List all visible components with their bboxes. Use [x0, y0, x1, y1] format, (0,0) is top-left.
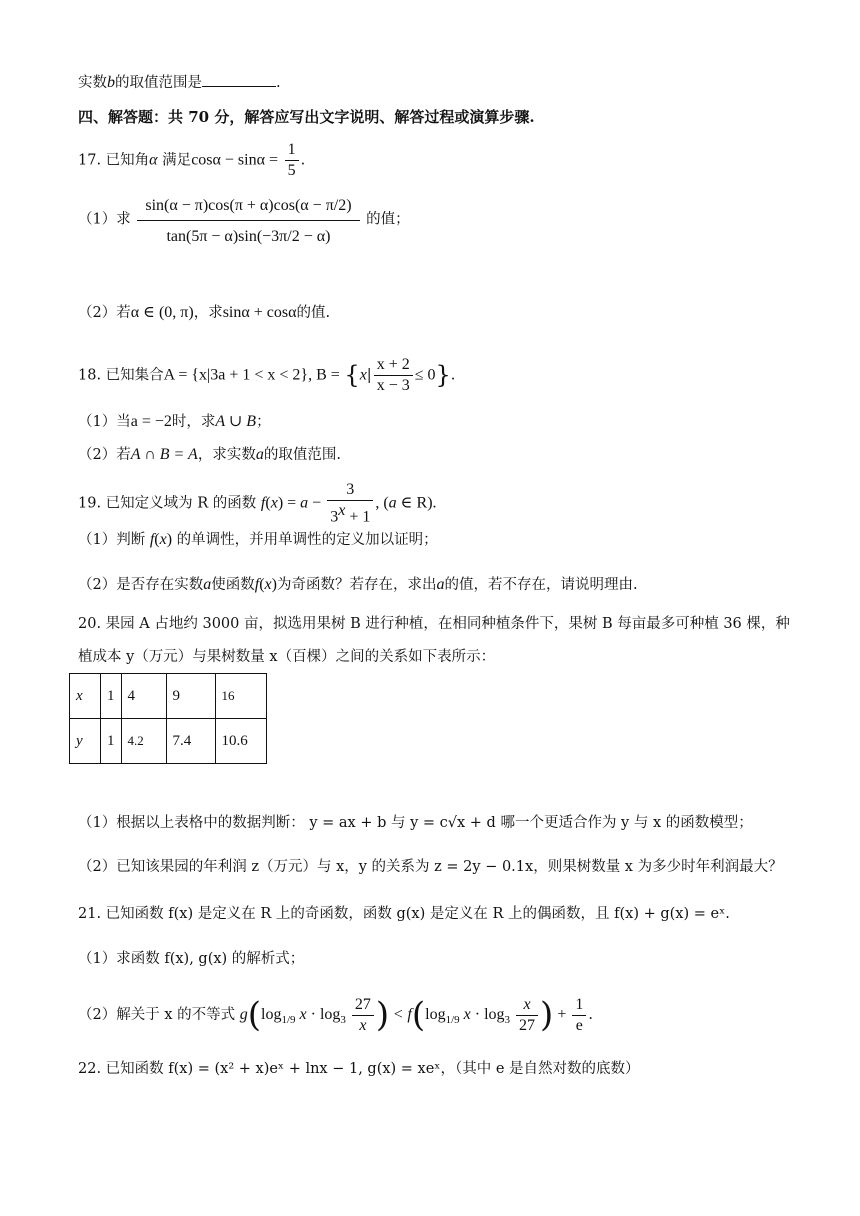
table-cell: 10.6 [215, 719, 266, 764]
q18-stem: 18. 已知集合A = {x|3a + 1 < x < 2}, B = {x| $\frac{x + 2}{x - 3}$ ≤ 0}. [78, 356, 456, 394]
table-row [70, 719, 267, 764]
table-cell: x [70, 674, 101, 719]
text: 17. 已知角 [78, 152, 150, 169]
q21-part1: （1）求函数 f(x), g(x) 的解析式； [78, 951, 305, 967]
fraction: $\frac{3}{3^x + 1}$ [327, 480, 373, 527]
table-row [70, 674, 267, 719]
q20-part1: （1）根据以上表格中的数据判断： y = ax + b 与 y = c√x + d 哪一个更适合作为 y 与 x 的函数模型； [78, 815, 753, 831]
q20-stem-b: 植成本 y（万元）与果树数量 x（百棵）之间的关系如下表所示： [78, 649, 496, 665]
q17-big-fraction: $\frac{\sin(\alpha - \pi)\cos(\pi + \alpha)\cos(\alpha - \pi/2)}{\tan(5\pi - \alpha)\sin(-3\pi/2 - \alpha)}$ [137, 192, 359, 247]
fraction: $\frac{x}{27}$ [516, 995, 538, 1036]
var-b: b [107, 74, 115, 91]
q17-condition: cosα − sinα = [191, 151, 278, 169]
q17-part2: （2）若α ∈ (0, π)，求sinα + cosα的值. [78, 304, 331, 321]
q18-part1: （1）当a = −2时，求A ∪ B； [78, 413, 271, 430]
expr: sinα + cosα [222, 304, 297, 321]
section-heading: 四、解答题：共 70 分，解答应写出文字说明、解答过程或演算步骤. [78, 108, 535, 126]
q17-stem: 17. 已知角α 满足cosα − sinα = $\frac{1}{5}$ . [78, 141, 306, 179]
answer-blank[interactable] [202, 72, 276, 87]
alpha: α [149, 151, 158, 169]
q22-stem: 22. 已知函数 f(x) = (x² + x)eˣ + lnx − 1, g(x) = xeˣ，（其中 e 是自然对数的底数） [78, 1061, 640, 1077]
fraction: $\frac{1}{5}$ [285, 140, 299, 181]
table-cell: 9 [166, 674, 215, 719]
text: 的取值范围是 [115, 75, 202, 91]
table-cell: y [70, 719, 101, 764]
table-cell: 4 [121, 674, 166, 719]
fraction: $\frac{27}{x}$ [352, 995, 374, 1036]
q16-tail-line [78, 72, 281, 94]
fraction: $\frac{x + 2}{x - 3}$ [374, 355, 413, 396]
data-table [69, 673, 267, 764]
table-cell: 16 [215, 674, 266, 719]
table-cell: 7.4 [166, 719, 215, 764]
fraction: $\frac{1}{e}$ [572, 995, 586, 1036]
q19-stem: 19. 已知定义域为 R 的函数 f(x) = a − $\frac{3}{3^x + 1}$ , (a ∈ R). [78, 481, 437, 526]
q18-part2: （2）若A ∩ B = A，求实数a的取值范围. [78, 446, 341, 463]
interval: α ∈ (0, π) [130, 304, 194, 321]
q20-part2: （2）已知该果园的年利润 z（万元）与 x，y 的关系为 z = 2y − 0.1x，则果树数量 x 为多少时年利润最大？ [78, 859, 783, 875]
table-cell: 1 [101, 674, 122, 719]
q21-stem: 21. 已知函数 f(x) 是定义在 R 上的奇函数，函数 g(x) 是定义在 R 上的偶函数，且 f(x) + g(x) = eˣ. [78, 906, 730, 922]
text: （1）求 [78, 211, 131, 228]
text: 实数 [78, 75, 107, 91]
set-a: A = {x|3a + 1 < x < 2}, B = [163, 366, 340, 384]
q20-stem-a: 20. 果园 A 占地约 3000 亩，拟选用果树 B 进行种植，在相同种植条件下，果树 B 每亩最多可种植 36 棵，种 [78, 616, 790, 632]
text: 的值； [366, 211, 410, 228]
q19-part1: （1）判断 f(x) 的单调性，并用单调性的定义加以证明； [78, 531, 438, 548]
q21-part2: （2）解关于 x 的不等式 $g(\log_{1/9}$ $x \cdot \log_3$ $\frac{27}{x}$ ) < $f(\log_{1/9}$ $x \cdot \log_3$ $\frac{x}{27}$ ) + $\frac{1}{e}$ . [78, 995, 593, 1035]
q19-part2: （2）是否存在实数a使函数f(x)为奇函数？若存在，求出a的值，若不存在，请说明理由. [78, 576, 638, 593]
q17-part1 [78, 192, 410, 247]
text: . [276, 75, 281, 91]
table-cell: 1 [101, 719, 122, 764]
table-cell: 4.2 [121, 719, 166, 764]
